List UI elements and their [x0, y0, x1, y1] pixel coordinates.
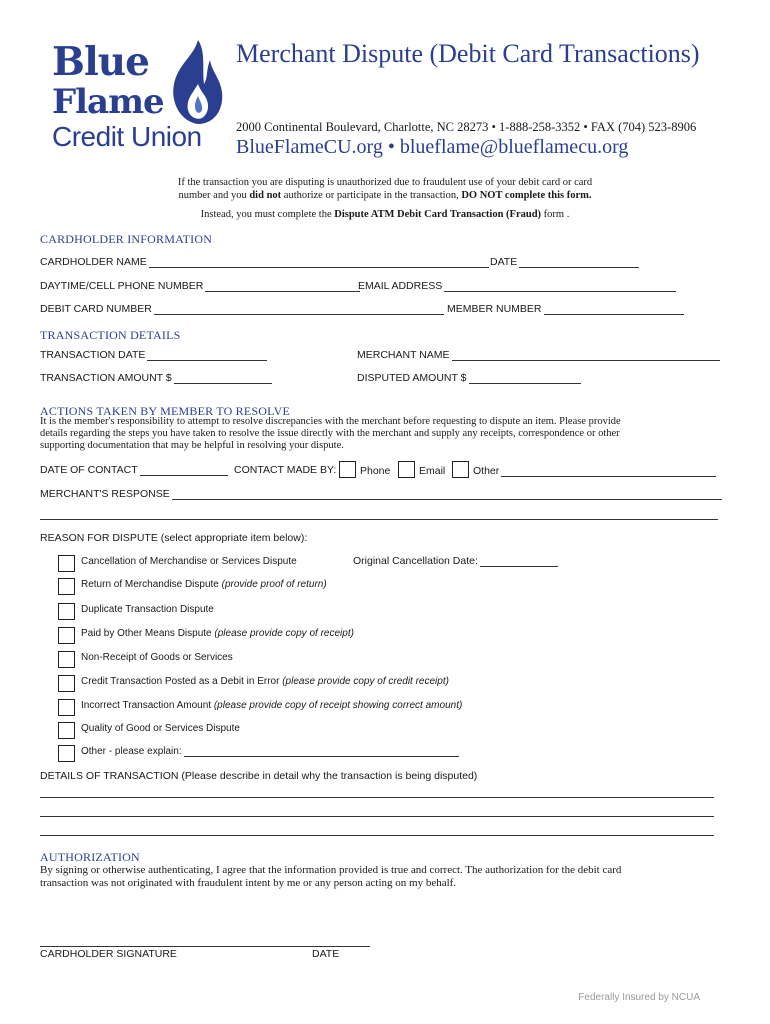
intro-line-1: If the transaction you are disputing is unauthorized due to fraudulent use of your debit card or card: [177, 177, 593, 188]
details-line-3[interactable]: [40, 835, 714, 836]
blue-flame-logo: [52, 38, 232, 156]
details-line-1[interactable]: [40, 797, 714, 798]
reason-checkbox-incorrect-amount[interactable]: [58, 699, 75, 716]
reason-label-paid-other-means: Paid by Other Means Dispute (please provide copy of receipt): [81, 628, 354, 639]
reason-label-quality: Quality of Good or Services Dispute: [81, 723, 240, 734]
actions-taken-heading: ACTIONS TAKEN BY MEMBER TO RESOLVE: [40, 404, 290, 418]
authorization-heading: AUTHORIZATION: [40, 850, 140, 864]
reason-label-return: Return of Merchandise Dispute (provide proof of return): [81, 579, 327, 590]
cardholder-date-field[interactable]: DATE: [490, 256, 639, 268]
reason-for-dispute-heading: REASON FOR DISPUTE (select appropriate item below):: [40, 532, 308, 544]
contact-address: 2000 Continental Boulevard, Charlotte, NC 28273 • 1-888-258-3352 • FAX (704) 523-8906: [236, 120, 697, 134]
transaction-date-field[interactable]: TRANSACTION DATE: [40, 349, 267, 361]
actions-paragraph-line-2: details regarding the steps you have taken to resolve the issue directly with the merchant and supply any receipts, correspondence or other: [40, 428, 620, 439]
disputed-amount-field[interactable]: DISPUTED AMOUNT $: [357, 372, 581, 384]
authorization-line-2: transaction was not originated with fraudulent intent by me or any person acting on my behalf.: [40, 877, 457, 889]
signature-line[interactable]: [40, 946, 370, 947]
form-title: Merchant Dispute (Debit Card Transactions): [236, 39, 700, 68]
logo-word-credit-union: Credit Union: [52, 121, 202, 152]
reason-checkbox-credit-posted-debit[interactable]: [58, 675, 75, 692]
details-of-transaction-label: DETAILS OF TRANSACTION (Please describe in detail why the transaction is being disputed): [40, 770, 478, 782]
reason-label-credit-posted-debit: Credit Transaction Posted as a Debit in Error (please provide copy of credit receipt): [81, 676, 449, 687]
contact-phone-label: Phone: [360, 465, 391, 477]
logo-word-flame: Flame: [52, 82, 164, 122]
cardholder-info-heading: CARDHOLDER INFORMATION: [40, 232, 213, 246]
reason-checkbox-other[interactable]: [58, 745, 75, 762]
website-email: BlueFlameCU.org • blueflame@blueflamecu.org: [236, 136, 629, 158]
cardholder-signature-label: CARDHOLDER SIGNATURE: [40, 948, 177, 960]
date-of-contact-field[interactable]: DATE OF CONTACT: [40, 464, 228, 476]
phone-number-field[interactable]: DAYTIME/CELL PHONE NUMBER: [40, 280, 360, 292]
member-number-field[interactable]: MEMBER NUMBER: [447, 303, 684, 315]
transaction-details-heading: TRANSACTION DETAILS: [40, 328, 181, 342]
debit-card-number-field[interactable]: DEBIT CARD NUMBER: [40, 303, 444, 315]
reason-checkbox-non-receipt[interactable]: [58, 651, 75, 668]
email-address-field[interactable]: EMAIL ADDRESS: [358, 280, 676, 292]
reason-checkbox-quality[interactable]: [58, 722, 75, 739]
reason-checkbox-paid-other-means[interactable]: [58, 627, 75, 644]
contact-other-checkbox[interactable]: [452, 461, 469, 478]
actions-paragraph-line-1: It is the member's responsibility to attempt to resolve discrepancies with the merchant before requesting to dispute an item. Please provide: [40, 416, 621, 427]
intro-line-3: Instead, you must complete the Dispute ATM Debit Card Transaction (Fraud) form .: [200, 209, 570, 220]
contact-other-field[interactable]: Other: [473, 465, 716, 477]
merchant-name-field[interactable]: MERCHANT NAME: [357, 349, 720, 361]
reason-checkbox-cancellation[interactable]: [58, 555, 75, 572]
original-cancellation-date-field[interactable]: Original Cancellation Date:: [353, 555, 558, 567]
reason-label-incorrect-amount: Incorrect Transaction Amount (please provide copy of receipt showing correct amount): [81, 700, 463, 711]
actions-paragraph-line-3: supporting documentation that may be helpful in resolving your dispute.: [40, 440, 344, 451]
contact-email-label: Email: [419, 465, 446, 477]
flame-icon: [164, 38, 228, 126]
reason-label-duplicate: Duplicate Transaction Dispute: [81, 604, 214, 615]
authorization-line-1: By signing or otherwise authenticating, I agree that the information provided is true and correct. The authorization for the debit card: [40, 864, 622, 876]
reason-checkbox-return[interactable]: [58, 578, 75, 595]
cardholder-name-field[interactable]: CARDHOLDER NAME: [40, 256, 489, 268]
reason-label-non-receipt: Non-Receipt of Goods or Services: [81, 652, 233, 663]
contact-made-by-label: CONTACT MADE BY:: [234, 464, 337, 476]
reason-other-explain-field[interactable]: Other - please explain:: [81, 746, 459, 757]
intro-line-2: number and you did not authorize or participate in the transaction, DO NOT complete this form.: [178, 190, 592, 201]
merchant-response-field[interactable]: MERCHANT'S RESPONSE: [40, 488, 722, 500]
details-line-2[interactable]: [40, 816, 714, 817]
contact-email-checkbox[interactable]: [398, 461, 415, 478]
signature-date-label: DATE: [312, 948, 340, 960]
logo-word-blue: Blue: [52, 39, 149, 85]
contact-phone-checkbox[interactable]: [339, 461, 356, 478]
ncua-footer: Federally Insured by NCUA: [578, 992, 700, 1003]
transaction-amount-field[interactable]: TRANSACTION AMOUNT $: [40, 372, 272, 384]
merchant-response-line-2[interactable]: [40, 519, 718, 520]
reason-label-cancellation: Cancellation of Merchandise or Services Dispute: [81, 556, 297, 567]
reason-checkbox-duplicate[interactable]: [58, 603, 75, 620]
